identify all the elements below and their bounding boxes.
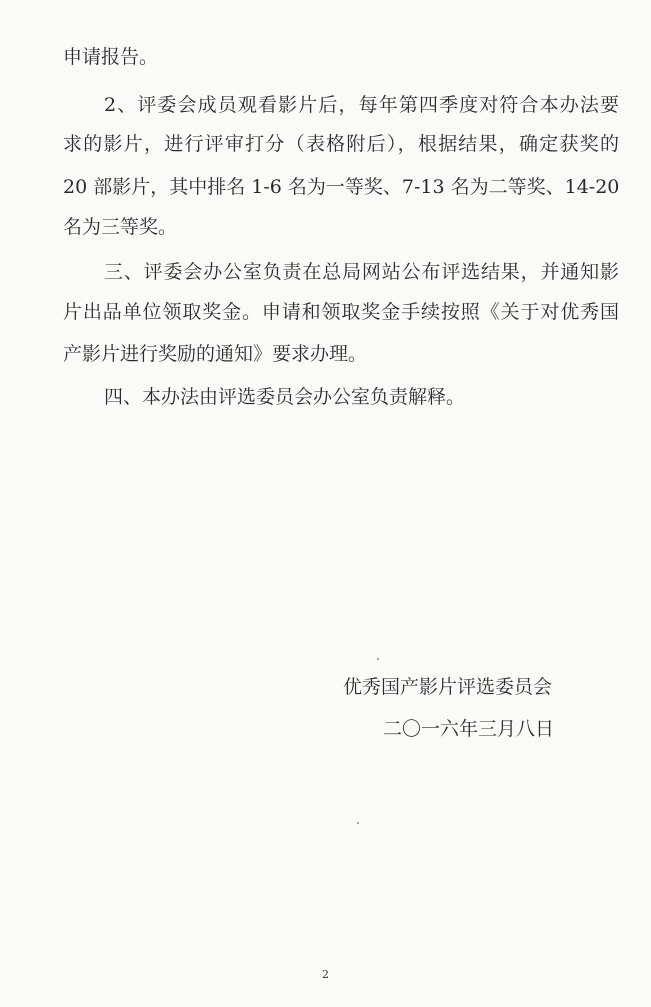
signature-date: 二〇一六年三月八日: [383, 718, 555, 740]
paragraph-4-line-1: 四、本办法由评选委员会办公室负责解释。: [104, 386, 466, 408]
paragraph-3-line-1: 三、评委会办公室负责在总局网站公布评选结果，并通知影: [104, 261, 619, 283]
scan-speck: [357, 822, 359, 824]
scan-speck: [377, 658, 379, 660]
paragraph-2-line-2: 求的影片，进行评审打分（表格附后），根据结果，确定获奖的: [63, 133, 619, 155]
paragraph-2-line-4: 名为三等奖。: [63, 216, 178, 238]
paragraph-3-line-3: 产影片进行奖励的通知》要求办理。: [63, 343, 368, 365]
paragraph-2-line-3: 20 部影片，其中排名 1-6 名为一等奖、7-13 名为二等奖、14-20: [63, 176, 620, 198]
paragraph-2-line-1: 2、评委会成员观看影片后，每年第四季度对符合本办法要: [104, 94, 619, 116]
paragraph-1-line-1: 申请报告。: [63, 46, 159, 68]
signature-organization: 优秀国产影片评选委员会: [343, 676, 553, 698]
page-number: 2: [322, 968, 329, 981]
paragraph-3-line-2: 片出品单位领取奖金。申请和领取奖金手续按照《关于对优秀国: [63, 301, 619, 323]
